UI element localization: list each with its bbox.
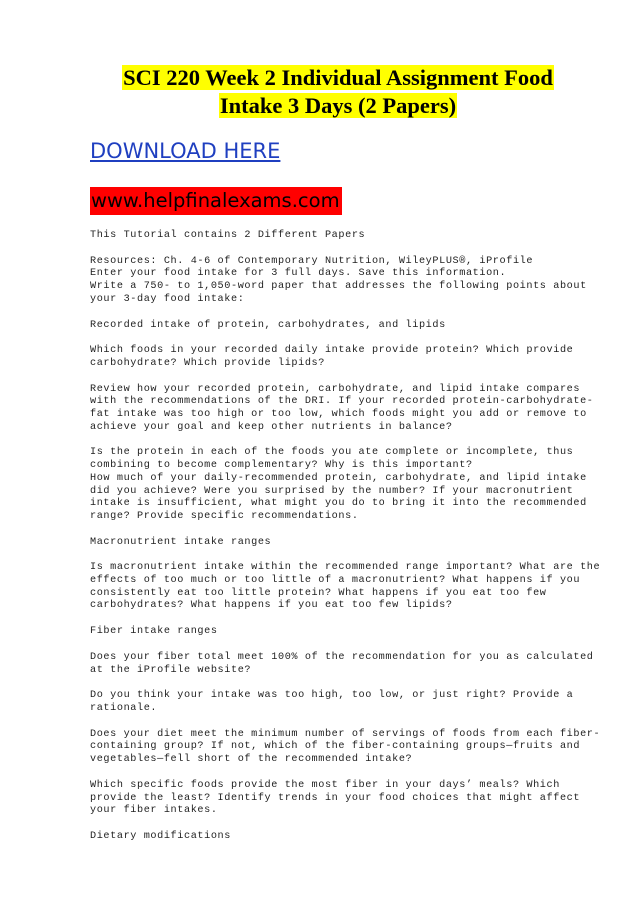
paragraph-line: carbohydrates? What happens if you eat too few lipids? bbox=[90, 600, 453, 612]
paragraph-line: effects of too much or too little of a macronutrient? What happens if you bbox=[90, 575, 581, 587]
paragraph-line: Review how your recorded protein, carbohydrate, and lipid intake compares bbox=[90, 383, 581, 395]
paragraph-line: carbohydrate? Which provide lipids? bbox=[90, 357, 325, 369]
paragraph-line: combining to become complementary? Why is this important? bbox=[90, 460, 473, 472]
paragraph-line: achieve your goal and keep other nutrients in balance? bbox=[90, 421, 453, 433]
body-paragraph bbox=[90, 384, 610, 435]
paragraph-line: range? Provide specific recommendations. bbox=[90, 510, 359, 522]
body-paragraph bbox=[90, 230, 610, 243]
paragraph-line: Which foods in your recorded daily intake provide protein? Which provide bbox=[90, 345, 574, 357]
paragraph-line: containing group? If not, which of the fiber-containing groups—fruits and bbox=[90, 741, 581, 753]
body-paragraph bbox=[90, 626, 610, 639]
paragraph-line: intake is insufficient, what might you do to bring it into the recommended bbox=[90, 498, 587, 510]
paragraph-line: your 3-day food intake: bbox=[90, 293, 245, 305]
paragraph-line: This Tutorial contains 2 Different Papers bbox=[90, 230, 366, 241]
document-body bbox=[90, 230, 610, 857]
website-label: www.helpfinalexams.com bbox=[90, 187, 342, 215]
paragraph-line: Write a 750- to 1,050-word paper that addresses the following points about bbox=[90, 281, 587, 293]
body-paragraph bbox=[90, 345, 610, 370]
body-paragraph bbox=[90, 562, 610, 613]
body-paragraph bbox=[90, 690, 610, 715]
paragraph-line: Fiber intake ranges bbox=[90, 626, 218, 638]
body-paragraph bbox=[90, 447, 610, 523]
body-paragraph bbox=[90, 780, 610, 818]
paragraph-line: Resources: Ch. 4-6 of Contemporary Nutrition, WileyPLUS®, iProfile bbox=[90, 255, 534, 267]
body-paragraph bbox=[90, 831, 610, 844]
paragraph-line: Do you think your intake was too high, too low, or just right? Provide a bbox=[90, 690, 574, 702]
body-paragraph bbox=[90, 652, 610, 677]
paragraph-line: Is the protein in each of the foods you ate complete or incomplete, thus bbox=[90, 447, 574, 459]
paragraph-line: How much of your daily-recommended protein, carbohydrate, and lipid intake bbox=[90, 472, 587, 484]
paragraph-line: Dietary modifications bbox=[90, 830, 231, 842]
body-paragraph bbox=[90, 729, 610, 767]
download-link[interactable]: DOWNLOAD HERE bbox=[90, 139, 281, 163]
title-line-1: SCI 220 Week 2 Individual Assignment Food bbox=[123, 65, 553, 90]
paragraph-line: Is macronutrient intake within the recommended range important? What are the bbox=[90, 562, 601, 574]
paragraph-line: vegetables—fell short of the recommended intake? bbox=[90, 754, 413, 766]
body-paragraph bbox=[90, 537, 610, 550]
paragraph-line: with the recommendations of the DRI. If your recorded protein-carbohydrate- bbox=[90, 396, 594, 408]
paragraph-line: provide the least? Identify trends in your food choices that might affect bbox=[90, 792, 581, 804]
paragraph-line: Which specific foods provide the most fiber in your days’ meals? Which bbox=[90, 779, 560, 791]
document-title bbox=[88, 64, 588, 120]
paragraph-line: Enter your food intake for 3 full days. Save this information. bbox=[90, 268, 507, 280]
paragraph-line: Macronutrient intake ranges bbox=[90, 536, 272, 548]
paragraph-line: did you achieve? Were you surprised by the number? If your macronutrient bbox=[90, 485, 574, 497]
paragraph-line: Does your fiber total meet 100% of the recommendation for you as calculated bbox=[90, 651, 594, 663]
paragraph-line: at the iProfile website? bbox=[90, 664, 252, 676]
title-line-2: Intake 3 Days (2 Papers) bbox=[219, 93, 457, 118]
paragraph-line: your fiber intakes. bbox=[90, 805, 218, 817]
paragraph-line: Recorded intake of protein, carbohydrates, and lipids bbox=[90, 319, 446, 331]
paragraph-line: Does your diet meet the minimum number of servings of foods from each fiber- bbox=[90, 728, 601, 740]
body-paragraph bbox=[90, 320, 610, 333]
paragraph-line: consistently eat too little protein? What happens if you eat too few bbox=[90, 587, 547, 599]
body-paragraph bbox=[90, 256, 610, 307]
paragraph-line: fat intake was too high or too low, which foods might you add or remove to bbox=[90, 409, 587, 421]
paragraph-line: rationale. bbox=[90, 702, 158, 714]
